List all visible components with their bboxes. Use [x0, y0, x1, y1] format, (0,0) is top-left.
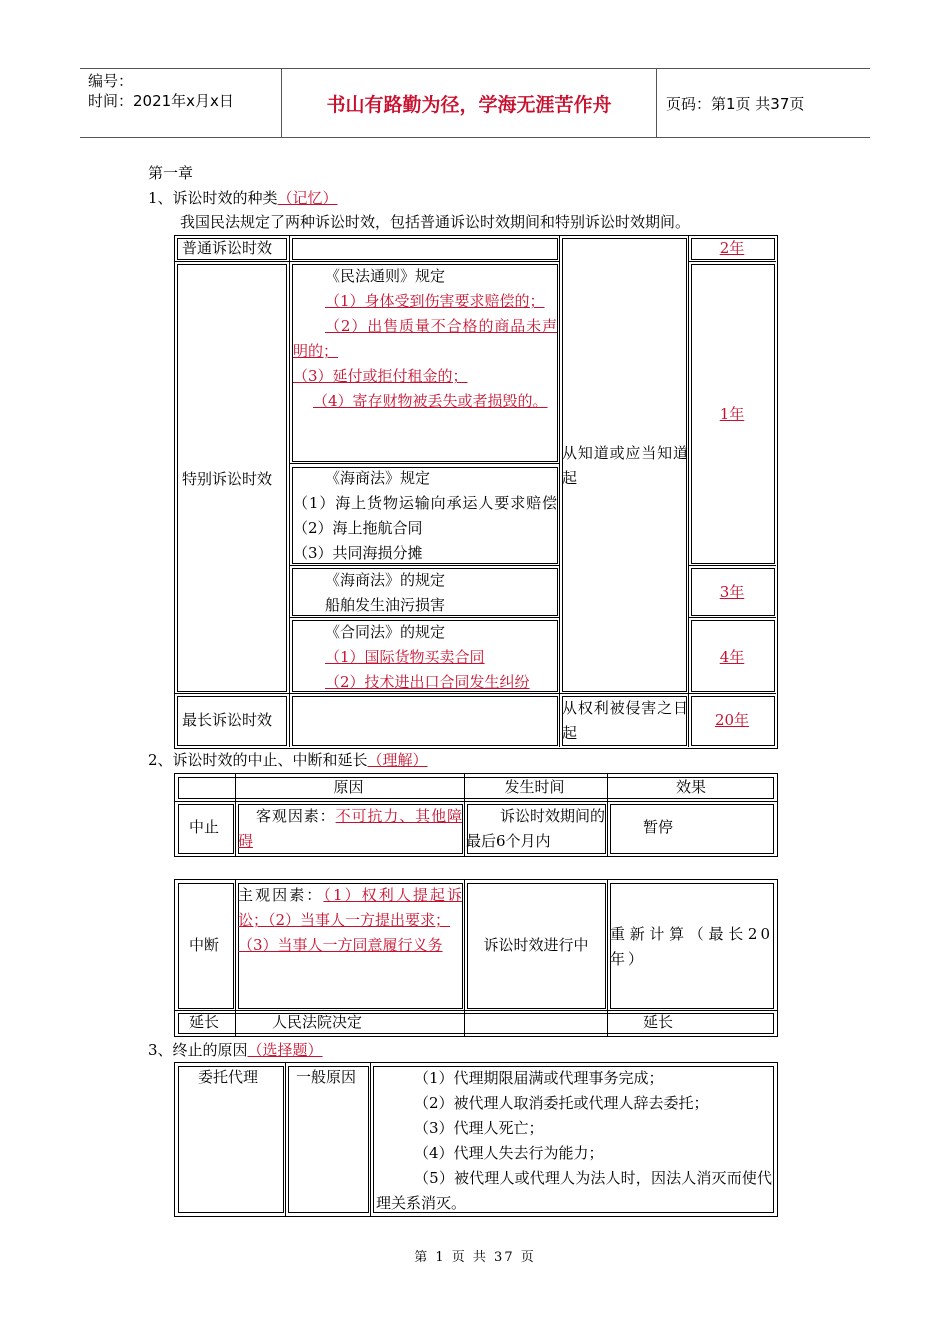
- time-label: 时间：2021年x月x日: [88, 92, 234, 110]
- divider: [289, 235, 290, 747]
- section1-intro: 我国民法规定了两种诉讼时效，包括普通诉讼时效期间和特别诉讼时效期间。: [180, 213, 691, 231]
- civil-law-item-2: （2）出售质量不合格的商品未声明的；: [293, 317, 557, 360]
- contract-period: 4年: [719, 648, 745, 666]
- inner-box: [178, 1066, 284, 1213]
- section3-heading: [148, 1039, 323, 1060]
- divider: [688, 565, 776, 566]
- divider: [688, 261, 776, 262]
- suspend-reason: [238, 804, 462, 854]
- divider: [289, 463, 559, 464]
- inner-box: [610, 804, 774, 854]
- extend-reason: 人民法院决定: [272, 1013, 363, 1031]
- section2-tag: （理解）: [367, 751, 428, 769]
- divider: [175, 1010, 777, 1011]
- longest-start: 从权利被侵害之日起: [562, 699, 688, 742]
- divider: [559, 235, 560, 747]
- divider: [688, 235, 689, 747]
- divider: [370, 1063, 371, 1216]
- civil-law-period: 1年: [719, 405, 745, 423]
- header-page-info: 页码：第1页 共37页: [666, 94, 805, 113]
- divider: [688, 617, 776, 618]
- maritime-item-3: （3）共同海损分摊: [293, 544, 423, 562]
- page-header: [80, 68, 870, 138]
- interrupt-time: 诉讼时效进行中: [483, 936, 589, 954]
- header-time: 发生时间: [504, 778, 565, 796]
- termination-item: （3）代理人死亡；: [414, 1119, 544, 1137]
- inner-box: [178, 1013, 774, 1034]
- termination-item: （1）代理期限届满或代理事务完成；: [414, 1069, 664, 1087]
- maritime2-block: [293, 568, 557, 618]
- ordinary-label: 普通诉讼时效: [182, 239, 273, 257]
- divider: [285, 1063, 286, 1216]
- termination-item: （5）被代理人或代理人为法人时，因法人消灭而使代理关系消灭。: [376, 1169, 772, 1212]
- header-motto: 书山有路勤为径，学海无涯苦作舟: [282, 69, 657, 137]
- longest-period: 20年: [714, 711, 750, 729]
- suspend-reason-text: 不可抗力、其他障碍: [238, 807, 462, 850]
- termination-category: 一般原因: [296, 1068, 357, 1086]
- interrupt-reason-2: （3）当事人一方同意履行义务: [238, 936, 443, 954]
- interrupt-reason-prefix: 主观因素：: [238, 886, 324, 904]
- section1-title: 1、诉讼时效的种类: [148, 189, 278, 207]
- suspend-label: 中止: [188, 818, 219, 836]
- divider: [174, 261, 289, 262]
- section3-title: 3、终止的原因: [148, 1041, 248, 1059]
- section2-heading: [148, 749, 428, 770]
- extend-label: 延长: [188, 1013, 219, 1031]
- contract-title: 《合同法》的规定: [325, 623, 446, 641]
- divider: [289, 261, 559, 262]
- interrupt-reason: [238, 883, 462, 958]
- ordinary-period: 2年: [719, 239, 745, 257]
- chapter-title: 第一章: [148, 164, 194, 182]
- contract-item-1: （1）国际货物买卖合同: [325, 648, 485, 666]
- header-effect: 效果: [675, 778, 706, 796]
- section3-tag: （选择题）: [247, 1041, 323, 1059]
- civil-law-item-1: （1）身体受到伤害要求赔偿的；: [325, 292, 545, 310]
- inner-box: [288, 1066, 369, 1213]
- longest-label: 最长诉讼时效: [182, 711, 273, 729]
- suspend-reason-prefix: 客观因素：: [256, 807, 336, 825]
- inner-box: [292, 696, 558, 746]
- termination-type: 委托代理: [198, 1068, 259, 1086]
- civil-law-title: 《民法通则》规定: [325, 267, 446, 285]
- maritime-title: 《海商法》规定: [325, 469, 431, 487]
- extend-effect: 延长: [643, 1013, 674, 1031]
- maritime2-period: 3年: [719, 583, 745, 601]
- page-footer: 第 1 页 共 37 页: [414, 1250, 536, 1265]
- civil-law-block: [293, 264, 557, 414]
- termination-item: （4）代理人失去行为能力；: [414, 1144, 604, 1162]
- civil-law-item-4: （4）寄存财物被丢失或者损毁的。: [313, 392, 548, 410]
- inner-box: [292, 238, 558, 260]
- interrupt-reason-1: （1）权利人提起诉讼；（2）当事人一方提出要求；: [238, 886, 462, 929]
- civil-law-item-3: （3）延付或拒付租金的；: [293, 367, 468, 385]
- maritime-block: [293, 466, 557, 566]
- header-meta: [80, 69, 282, 137]
- section2-title: 2、诉讼时效的中止、中断和延长: [148, 751, 368, 769]
- termination-items: [376, 1066, 772, 1216]
- maritime2-title: 《海商法》的规定: [325, 571, 446, 589]
- contract-item-2: （2）技术进出口合同发生纠纷: [325, 673, 530, 691]
- contract-block: [293, 620, 557, 695]
- interrupt-label: 中断: [188, 936, 219, 954]
- termination-item: （2）被代理人取消委托或代理人辞去委托；: [414, 1094, 709, 1112]
- section1-tag: （记忆）: [277, 189, 338, 207]
- suspend-effect: 暂停: [643, 818, 674, 836]
- number-label: 编号：: [88, 72, 134, 90]
- section1-heading: [148, 187, 338, 208]
- suspend-time: 诉讼时效期间的最后6个月内: [466, 807, 606, 850]
- interrupt-effect: 重新计算（最长20年）: [610, 925, 773, 968]
- header-reason: 原因: [333, 778, 364, 796]
- maritime2-item: 船舶发生油污损害: [325, 596, 446, 614]
- divider: [175, 801, 777, 802]
- special-label: 特别诉讼时效: [182, 470, 273, 488]
- maritime-items: （1）海上货物运输向承运人要求赔偿（2）海上拖航合同: [293, 494, 557, 537]
- start-text: 从知道或应当知道起: [562, 444, 688, 487]
